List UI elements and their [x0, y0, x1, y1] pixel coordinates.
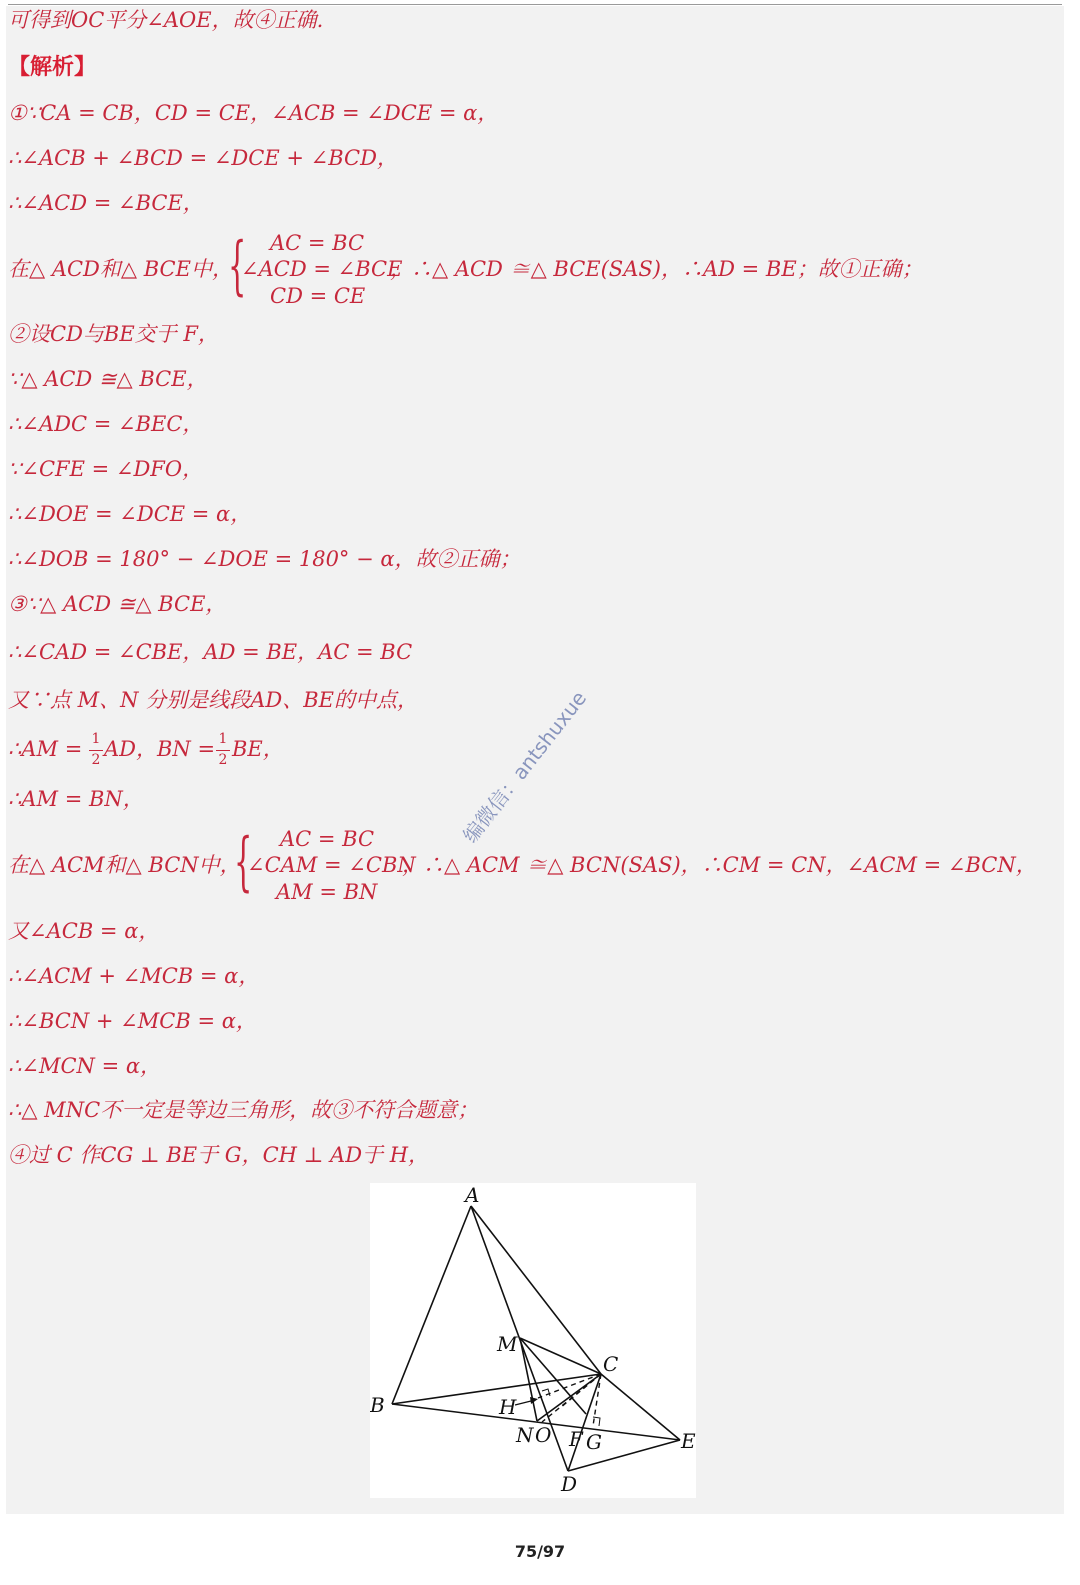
text-line: ，∴△ ACD ≅△ BCE(SAS)，∴AD = BE；故①正确；: [390, 257, 923, 281]
text-line: ∵△ ACD ≅△ BCE，: [8, 367, 208, 391]
system-line: AM = BN: [276, 880, 378, 904]
brace-symbol: {: [234, 825, 253, 899]
segment-ce: [601, 1374, 680, 1440]
segment-mf: [520, 1338, 586, 1414]
text-line: ②设CD与BE交于 F，: [8, 322, 219, 346]
text-line: ①∵CA = CB，CD = CE，∠ACB = ∠DCE = α，: [8, 101, 499, 125]
system-line: ∠CAM = ∠CBN: [247, 853, 416, 877]
watermark: 编微信：antshuxue: [458, 686, 592, 848]
section-heading: 【解析】: [8, 55, 97, 80]
label-h: H: [499, 1395, 517, 1419]
text-line: 可得到OC平分∠AOE，故④正确.: [8, 8, 324, 32]
text-line: ∴△ MNC不一定是等边三角形，故③不符合题意；: [8, 1098, 479, 1122]
label-f: F: [569, 1427, 583, 1451]
text-line: ∴AM = BN，: [8, 787, 144, 811]
label-e: E: [681, 1429, 696, 1453]
fraction-numerator: 1: [91, 731, 101, 747]
text-line: ∴∠ACD = ∠BCE，: [8, 191, 204, 215]
text-line: ∴∠ADC = ∠BEC，: [8, 412, 204, 436]
label-b: B: [370, 1393, 385, 1417]
text-line: 在△ ACD和△ BCE中，: [8, 257, 233, 281]
fraction-bar: [216, 750, 230, 751]
segment-ab: [392, 1206, 471, 1404]
label-o: O: [535, 1423, 552, 1447]
top-rule: [8, 4, 1062, 5]
text-line: ∴∠DOB = 180° − ∠DOE = 180° − α，故②正确；: [8, 547, 521, 571]
text-line: ∴∠DOE = ∠DCE = α，: [8, 502, 252, 526]
geometry-svg: [370, 1183, 696, 1498]
label-n: N: [516, 1423, 534, 1447]
system-line: ∠ACD = ∠BCE: [241, 257, 403, 281]
text-line: ③∵△ ACD ≅△ BCE，: [8, 592, 227, 616]
label-d: D: [561, 1472, 578, 1496]
page-number: 75/97: [514, 1542, 566, 1561]
text-line: AD，BN =: [104, 737, 216, 761]
fraction-bar: [89, 750, 103, 751]
text-line: ∵∠CFE = ∠DFO，: [8, 457, 204, 481]
label-m: M: [497, 1332, 518, 1356]
text-line: ∴∠ACB + ∠BCD = ∠DCE + ∠BCD，: [8, 146, 398, 170]
brace-symbol: {: [228, 229, 247, 303]
geometry-figure: [370, 1183, 696, 1498]
label-g: G: [586, 1430, 602, 1454]
text-line: 在△ ACM和△ BCN中，: [8, 853, 241, 877]
text-line: 又∵点 M、N 分别是线段AD、BE的中点，: [8, 688, 418, 712]
segment-ac: [471, 1206, 601, 1374]
segment-mc: [520, 1338, 601, 1374]
segment-de: [568, 1440, 680, 1471]
text-line: ∴∠BCN + ∠MCB = α，: [8, 1009, 257, 1033]
label-a: A: [465, 1183, 480, 1207]
text-line: BE，: [232, 737, 284, 761]
system-line: AC = BC: [270, 231, 365, 255]
text-line: 又∠ACB = α，: [8, 919, 160, 943]
fraction-denominator: 2: [91, 752, 101, 768]
text-line: ④过 C 作CG ⊥ BE于 G，CH ⊥ AD于 H，: [8, 1143, 430, 1167]
system-line: AC = BC: [280, 827, 375, 851]
text-line: ∴∠MCN = α，: [8, 1054, 162, 1078]
system-line: CD = CE: [270, 284, 366, 308]
fraction-numerator: 1: [218, 731, 228, 747]
text-line: ∴∠CAD = ∠CBE，AD = BE，AC = BC: [8, 640, 413, 664]
text-line: ∴∠ACM + ∠MCB = α，: [8, 964, 260, 988]
fraction-denominator: 2: [218, 752, 228, 768]
text-line: ，∴△ ACM ≅△ BCN(SAS)，∴CM = CN，∠ACM = ∠BCN，: [402, 853, 1037, 877]
label-c: C: [603, 1352, 619, 1376]
text-line: ∴AM =: [8, 737, 83, 761]
